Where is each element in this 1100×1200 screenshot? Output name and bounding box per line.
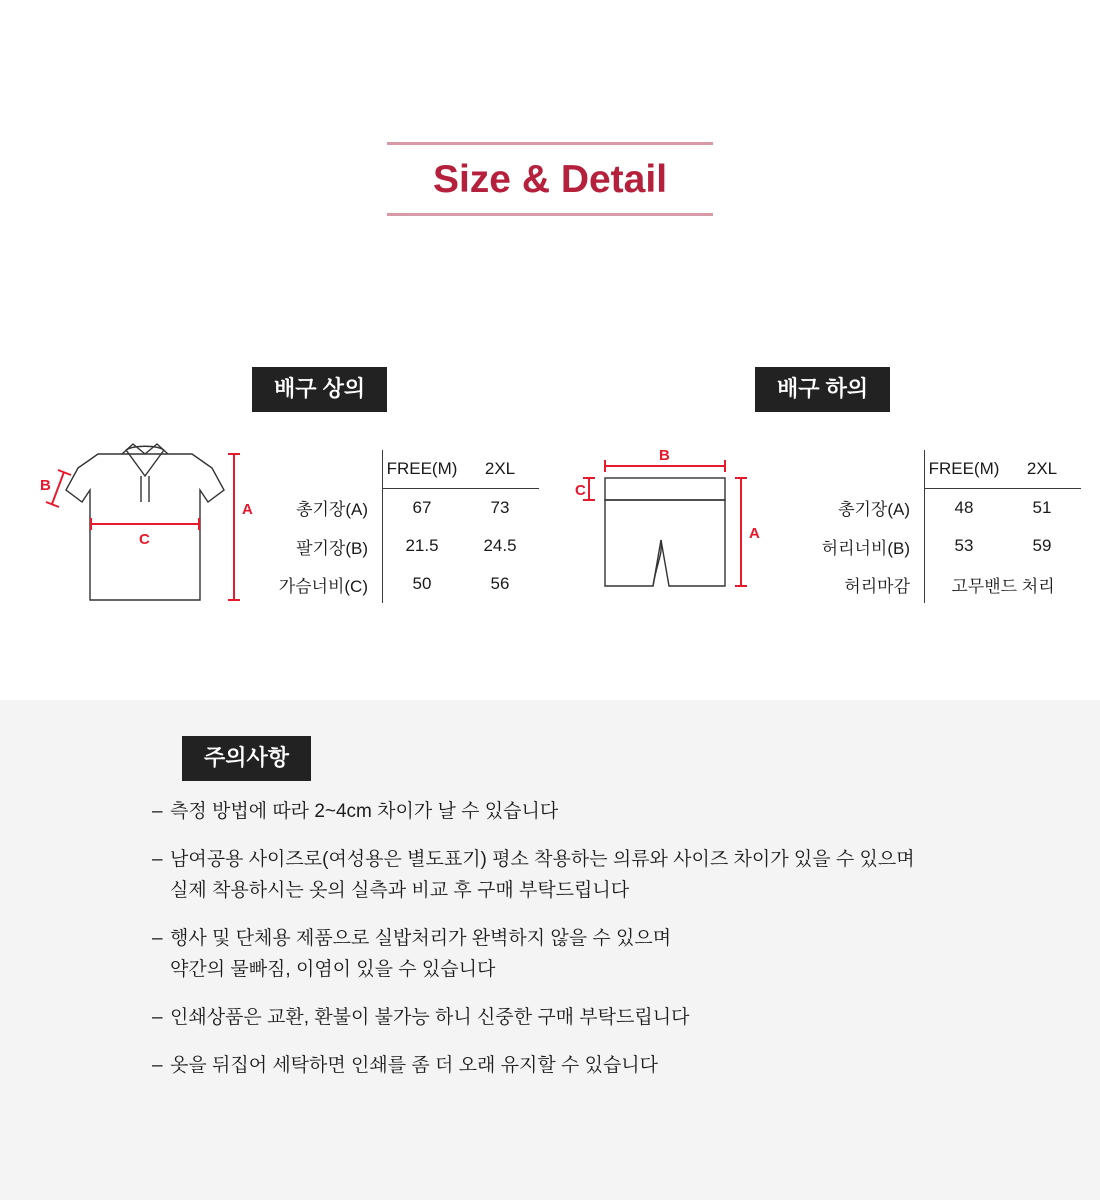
cell-free: 48 bbox=[925, 489, 1004, 528]
cell-free: 53 bbox=[925, 527, 1004, 565]
notice-list bbox=[152, 796, 1052, 1098]
column-header-2xl: 2XL bbox=[461, 450, 539, 489]
list-item-text bbox=[170, 923, 671, 985]
list-item bbox=[152, 844, 1052, 906]
row-label: 총기장(A) bbox=[296, 500, 368, 520]
list-item-text bbox=[170, 796, 558, 827]
cell-2xl: 56 bbox=[490, 574, 510, 593]
table-corner-cell bbox=[800, 450, 925, 489]
list-bullet: – bbox=[152, 1055, 163, 1076]
column-header-free: FREE(M) bbox=[925, 450, 1004, 489]
svg-text:A: A bbox=[242, 501, 253, 518]
top-garment-diagram bbox=[38, 432, 253, 622]
list-bullet: – bbox=[152, 1007, 163, 1028]
svg-text:B: B bbox=[40, 477, 51, 494]
svg-text:A: A bbox=[749, 525, 760, 542]
list-item bbox=[152, 923, 1052, 985]
list-item-text bbox=[170, 844, 915, 906]
table-row bbox=[800, 489, 1081, 528]
table-row bbox=[800, 565, 1081, 603]
row-label: 가슴너비(C) bbox=[278, 576, 368, 596]
svg-text:B: B bbox=[659, 447, 670, 464]
row-label: 허리마감 bbox=[844, 576, 910, 596]
cell-2xl: 73 bbox=[490, 498, 510, 517]
list-item bbox=[152, 1050, 1052, 1081]
list-bullet: – bbox=[152, 928, 163, 949]
top-garment-label: 배구 상의 bbox=[252, 367, 387, 412]
svg-text:C: C bbox=[139, 531, 150, 548]
list-bullet: – bbox=[152, 849, 163, 870]
bottom-garment-label: 배구 하의 bbox=[755, 367, 890, 412]
list-item-line: 약간의 물빠짐, 이염이 있을 수 있습니다 bbox=[170, 959, 496, 980]
table-corner-cell bbox=[258, 450, 383, 489]
bottom-garment-diagram bbox=[575, 436, 775, 626]
list-item bbox=[152, 796, 1052, 827]
list-item bbox=[152, 1002, 1052, 1033]
column-header-free: FREE(M) bbox=[383, 450, 462, 489]
bottom-garment-header bbox=[755, 367, 1085, 412]
table-row bbox=[258, 489, 539, 528]
page-title: Size & Detail bbox=[432, 158, 668, 201]
list-item-line: 인쇄상품은 교환, 환불이 불가능 하니 신중한 구매 부탁드립니다 bbox=[170, 1007, 690, 1028]
size-panel-bottom-garment bbox=[565, 367, 1085, 626]
list-item-text bbox=[170, 1002, 689, 1033]
top-garment-header bbox=[252, 367, 550, 412]
cell-free: 67 bbox=[383, 489, 462, 528]
size-panel-top-garment bbox=[30, 367, 550, 626]
row-label: 팔기장(B) bbox=[296, 538, 368, 558]
cell-2xl: 51 bbox=[1032, 498, 1052, 517]
row-label: 총기장(A) bbox=[838, 500, 910, 520]
bottom-garment-size-table bbox=[800, 450, 1081, 603]
cell-free: 21.5 bbox=[383, 527, 462, 565]
notice-section bbox=[0, 700, 1100, 1200]
cell-free: 50 bbox=[383, 565, 462, 603]
svg-text:C: C bbox=[575, 482, 586, 499]
column-header-2xl: 2XL bbox=[1003, 450, 1081, 489]
row-label: 허리너비(B) bbox=[821, 538, 910, 558]
list-item-line: 측정 방법에 따라 2~4cm 차이가 날 수 있습니다 bbox=[170, 801, 559, 822]
cell-2xl: 24.5 bbox=[483, 536, 517, 555]
list-item-line: 남여공용 사이즈로(여성용은 별도표기) 평소 착용하는 의류와 사이즈 차이가 있을 수 있으며 bbox=[170, 849, 915, 870]
table-header-row bbox=[800, 450, 1081, 489]
table-row bbox=[258, 527, 539, 565]
notice-header bbox=[182, 736, 311, 781]
cell-merged: 고무밴드 처리 bbox=[925, 565, 1082, 603]
cell-2xl: 59 bbox=[1032, 536, 1052, 555]
top-garment-size-table bbox=[258, 450, 539, 603]
list-item-line: 옷을 뒤집어 세탁하면 인쇄를 좀 더 오래 유지할 수 있습니다 bbox=[170, 1055, 659, 1076]
notice-label: 주의사항 bbox=[182, 736, 311, 781]
list-item-line: 실제 착용하시는 옷의 실측과 비교 후 구매 부탁드립니다 bbox=[170, 880, 630, 901]
top-garment-body bbox=[30, 426, 550, 626]
table-row bbox=[258, 565, 539, 603]
page-title-box bbox=[387, 142, 713, 216]
table-header-row bbox=[258, 450, 539, 489]
list-bullet: – bbox=[152, 801, 163, 822]
bottom-garment-body bbox=[565, 426, 1085, 626]
page-title-wrapper bbox=[0, 142, 1100, 216]
list-item-text bbox=[170, 1050, 658, 1081]
list-item-line: 행사 및 단체용 제품으로 실밥처리가 완벽하지 않을 수 있으며 bbox=[170, 928, 672, 949]
table-row bbox=[800, 527, 1081, 565]
